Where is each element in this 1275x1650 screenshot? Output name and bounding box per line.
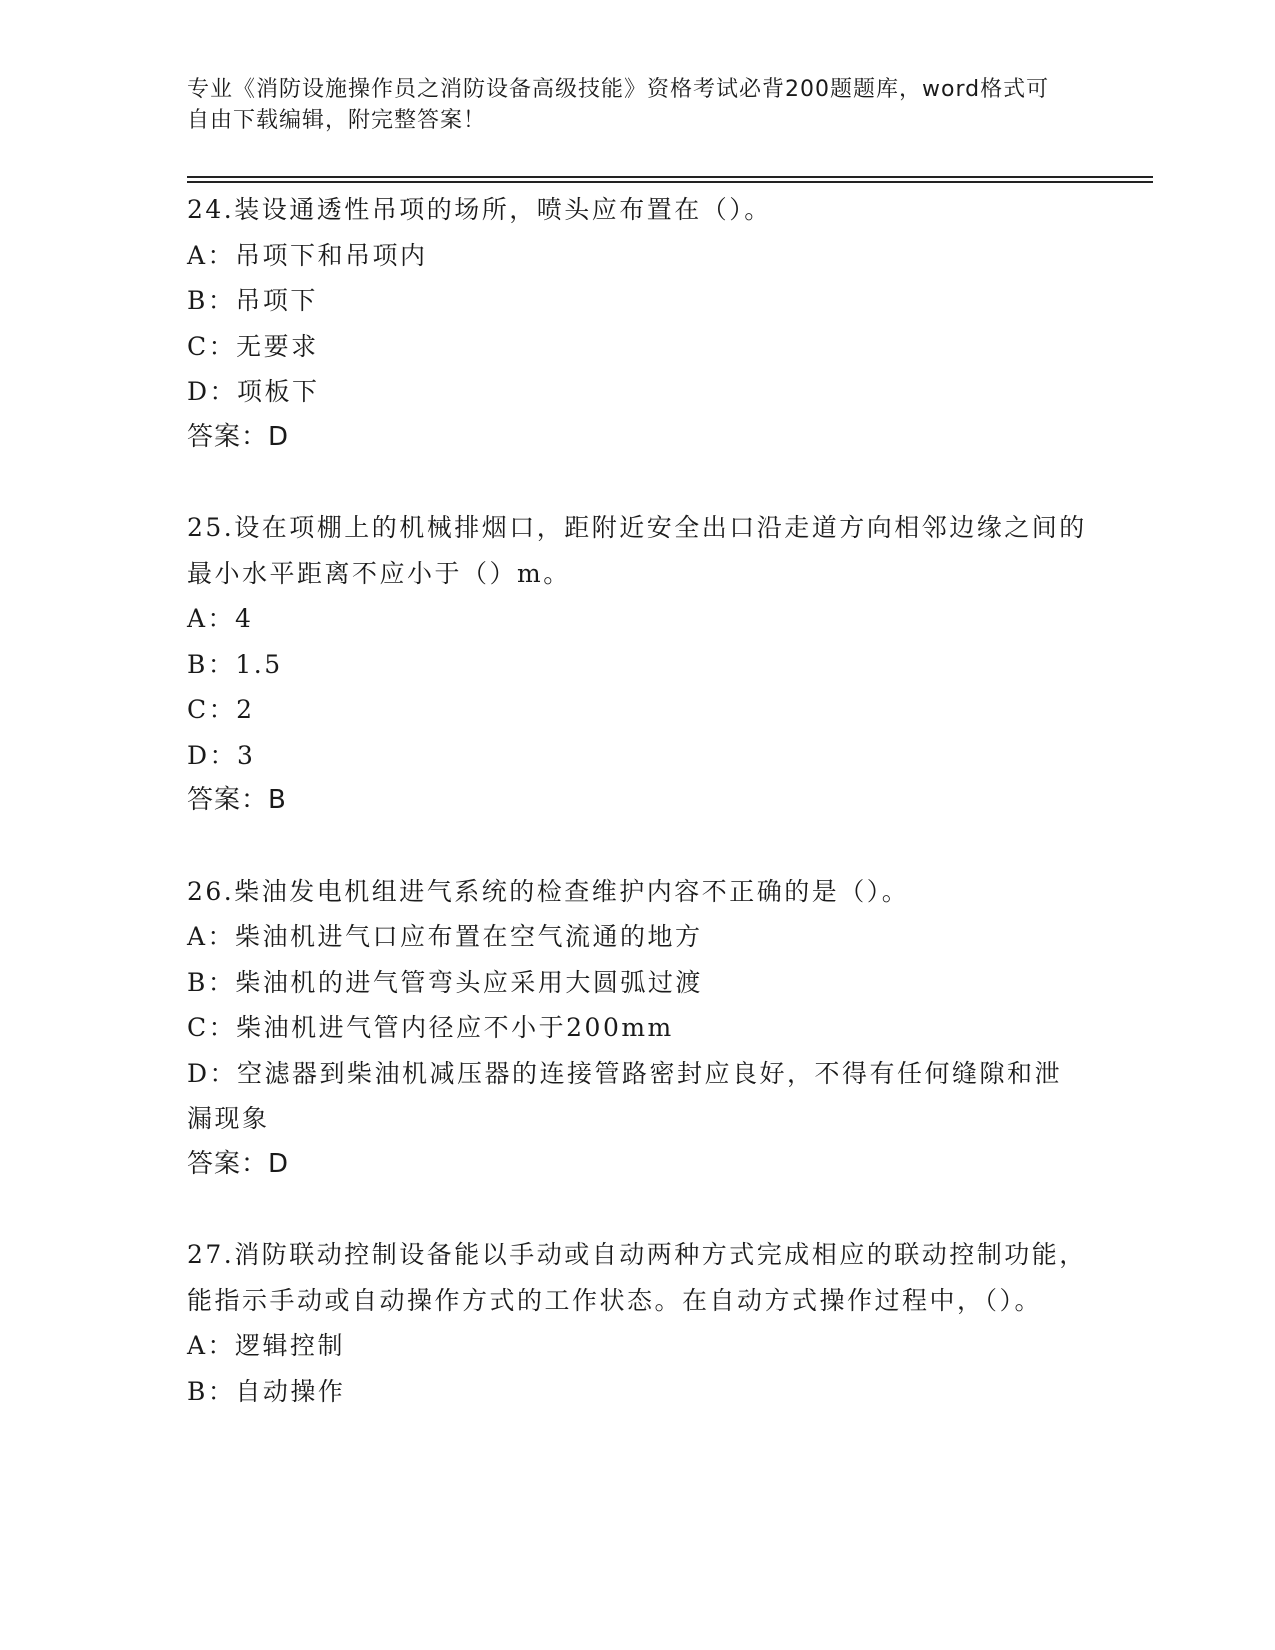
question-26	[187, 869, 1087, 1188]
question-stem: 25.设在项棚上的机械排烟口，距附近安全出口沿走道方向相邻边缘之间的最小水平距离不应小于（）m。	[187, 513, 1087, 588]
option-b: B：吊项下	[187, 286, 318, 315]
option-a: A：4	[187, 604, 254, 633]
option-c: C：无要求	[187, 331, 319, 361]
page-header-title: 专业《消防设施操作员之消防设备高级技能》资格考试必背200题题库，word格式可自由下载编辑，附完整答案！	[187, 77, 1050, 133]
option-d: D：3	[187, 740, 256, 770]
question-stem: 27.消防联动控制设备能以手动或自动两种方式完成相应的联动控制功能，能指示手动或自动操作方式的工作状态。在自动方式操作过程中，（）。	[187, 1240, 1087, 1315]
question-stem: 24.装设通透性吊项的场所，喷头应布置在（）。	[187, 195, 772, 224]
option-d: D：项板下	[187, 377, 320, 406]
option-a: A：柴油机进气口应布置在空气流通的地方	[187, 922, 703, 951]
question-24	[187, 187, 1087, 460]
question-stem: 26.柴油发电机组进气系统的检查维护内容不正确的是（）。	[187, 876, 910, 906]
answer-label: 答案：B	[187, 785, 287, 815]
option-a: A：吊项下和吊项内	[187, 240, 428, 270]
option-b: B：自动操作	[187, 1376, 346, 1406]
header-divider-top	[187, 176, 1153, 178]
option-a: A：逻辑控制	[187, 1331, 346, 1360]
answer-label: 答案：D	[187, 1148, 290, 1179]
header-divider-bottom	[187, 181, 1153, 183]
question-27	[187, 1232, 1087, 1414]
answer-label: 答案：D	[187, 421, 290, 452]
question-25	[187, 505, 1087, 824]
question-list	[187, 187, 1087, 1459]
option-c: C：2	[187, 695, 255, 724]
option-c: C：柴油机进气管内径应不小于200mm	[187, 1013, 674, 1042]
option-b: B：1.5	[187, 649, 283, 679]
option-b: B：柴油机的进气管弯头应采用大圆弧过渡	[187, 967, 703, 997]
option-d: D：空滤器到柴油机减压器的连接管路密封应良好，不得有任何缝隙和泄漏现象	[187, 1058, 1063, 1133]
